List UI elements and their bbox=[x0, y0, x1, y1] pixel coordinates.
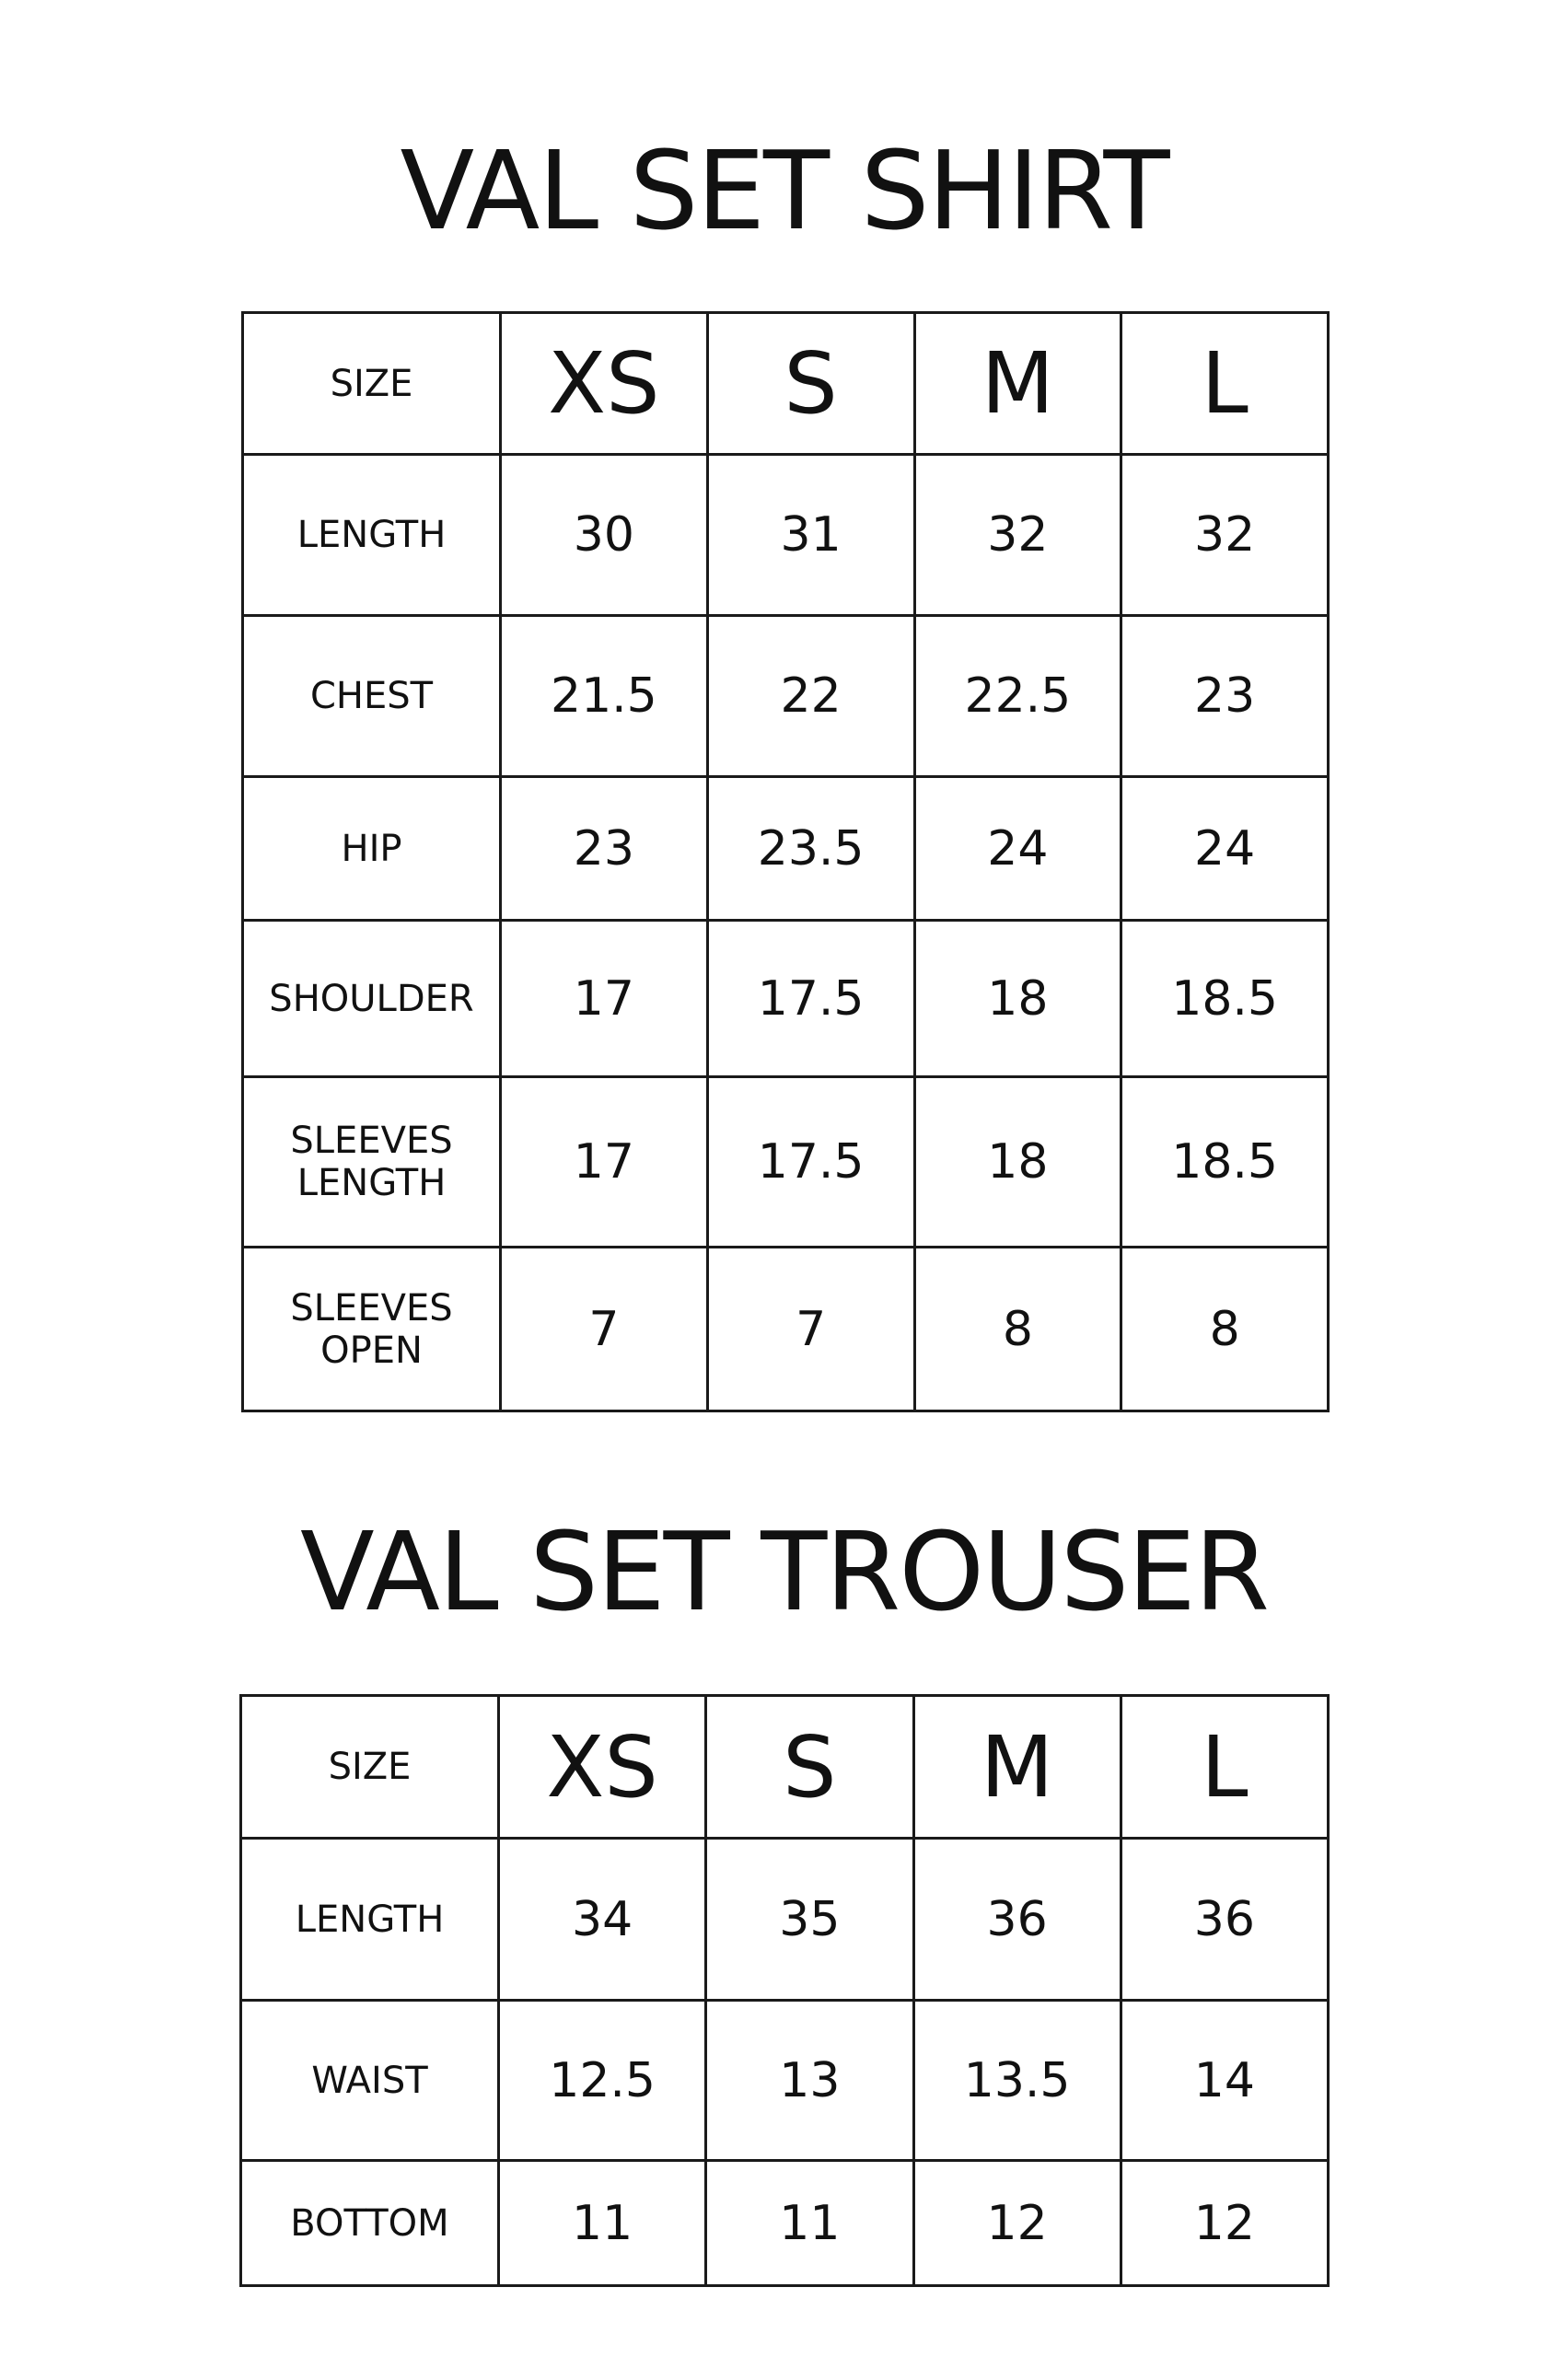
table-cell: 18.5 bbox=[1121, 921, 1329, 1077]
size-l-header: L bbox=[1121, 313, 1329, 455]
table-cell: 8 bbox=[914, 1248, 1121, 1411]
table-row bbox=[243, 455, 1329, 616]
shirt-size-chart-title: VAL SET SHIRT bbox=[400, 127, 1168, 254]
row-label: HIP bbox=[243, 777, 501, 921]
table-cell: 12 bbox=[1121, 2161, 1328, 2286]
table-cell: 36 bbox=[1121, 1839, 1328, 2001]
table-cell: 23 bbox=[501, 777, 708, 921]
table-row bbox=[241, 1839, 1329, 2001]
table-row bbox=[241, 2161, 1329, 2286]
row-label: WAIST bbox=[241, 2001, 499, 2161]
row-label: LENGTH bbox=[243, 455, 501, 616]
size-s-header: S bbox=[706, 1696, 913, 1839]
table-cell: 24 bbox=[914, 777, 1121, 921]
row-label: SLEEVES LENGTH bbox=[243, 1077, 501, 1248]
table-cell: 13 bbox=[706, 2001, 913, 2161]
row-label: CHEST bbox=[243, 616, 501, 777]
trouser-size-table bbox=[239, 1694, 1330, 2287]
size-header-label: SIZE bbox=[243, 313, 501, 455]
table-cell: 17.5 bbox=[707, 921, 914, 1077]
table-cell: 24 bbox=[1121, 777, 1329, 921]
table-cell: 23.5 bbox=[707, 777, 914, 921]
table-cell: 13.5 bbox=[913, 2001, 1121, 2161]
table-header-row bbox=[241, 1696, 1329, 1839]
shirt-size-table bbox=[241, 311, 1330, 1412]
table-cell: 11 bbox=[706, 2161, 913, 2286]
table-cell: 11 bbox=[499, 2161, 706, 2286]
table-cell: 32 bbox=[914, 455, 1121, 616]
table-row bbox=[243, 616, 1329, 777]
table-cell: 14 bbox=[1121, 2001, 1328, 2161]
table-row bbox=[243, 921, 1329, 1077]
table-cell: 22 bbox=[707, 616, 914, 777]
table-cell: 34 bbox=[499, 1839, 706, 2001]
table-cell: 18.5 bbox=[1121, 1077, 1329, 1248]
table-cell: 31 bbox=[707, 455, 914, 616]
size-m-header: M bbox=[914, 313, 1121, 455]
table-cell: 30 bbox=[501, 455, 708, 616]
row-label: SLEEVES OPEN bbox=[243, 1248, 501, 1411]
table-row bbox=[241, 2001, 1329, 2161]
row-label: LENGTH bbox=[241, 1839, 499, 2001]
table-cell: 17.5 bbox=[707, 1077, 914, 1248]
size-xs-header: XS bbox=[499, 1696, 706, 1839]
table-cell: 32 bbox=[1121, 455, 1329, 616]
table-row bbox=[243, 1248, 1329, 1411]
table-cell: 18 bbox=[914, 1077, 1121, 1248]
table-cell: 35 bbox=[706, 1839, 913, 2001]
table-header-row bbox=[243, 313, 1329, 455]
table-cell: 36 bbox=[913, 1839, 1121, 2001]
table-cell: 12.5 bbox=[499, 2001, 706, 2161]
size-s-header: S bbox=[707, 313, 914, 455]
table-cell: 21.5 bbox=[501, 616, 708, 777]
table-cell: 7 bbox=[501, 1248, 708, 1411]
table-cell: 18 bbox=[914, 921, 1121, 1077]
row-label: SHOULDER bbox=[243, 921, 501, 1077]
table-cell: 23 bbox=[1121, 616, 1329, 777]
table-cell: 8 bbox=[1121, 1248, 1329, 1411]
size-l-header: L bbox=[1121, 1696, 1328, 1839]
table-cell: 22.5 bbox=[914, 616, 1121, 777]
table-cell: 17 bbox=[501, 921, 708, 1077]
table-cell: 12 bbox=[913, 2161, 1121, 2286]
trouser-size-chart-title: VAL SET TROUSER bbox=[300, 1508, 1268, 1635]
table-row bbox=[243, 1077, 1329, 1248]
row-label: BOTTOM bbox=[241, 2161, 499, 2286]
table-row bbox=[243, 777, 1329, 921]
table-cell: 7 bbox=[707, 1248, 914, 1411]
size-xs-header: XS bbox=[501, 313, 708, 455]
table-cell: 17 bbox=[501, 1077, 708, 1248]
size-m-header: M bbox=[913, 1696, 1121, 1839]
size-header-label: SIZE bbox=[241, 1696, 499, 1839]
